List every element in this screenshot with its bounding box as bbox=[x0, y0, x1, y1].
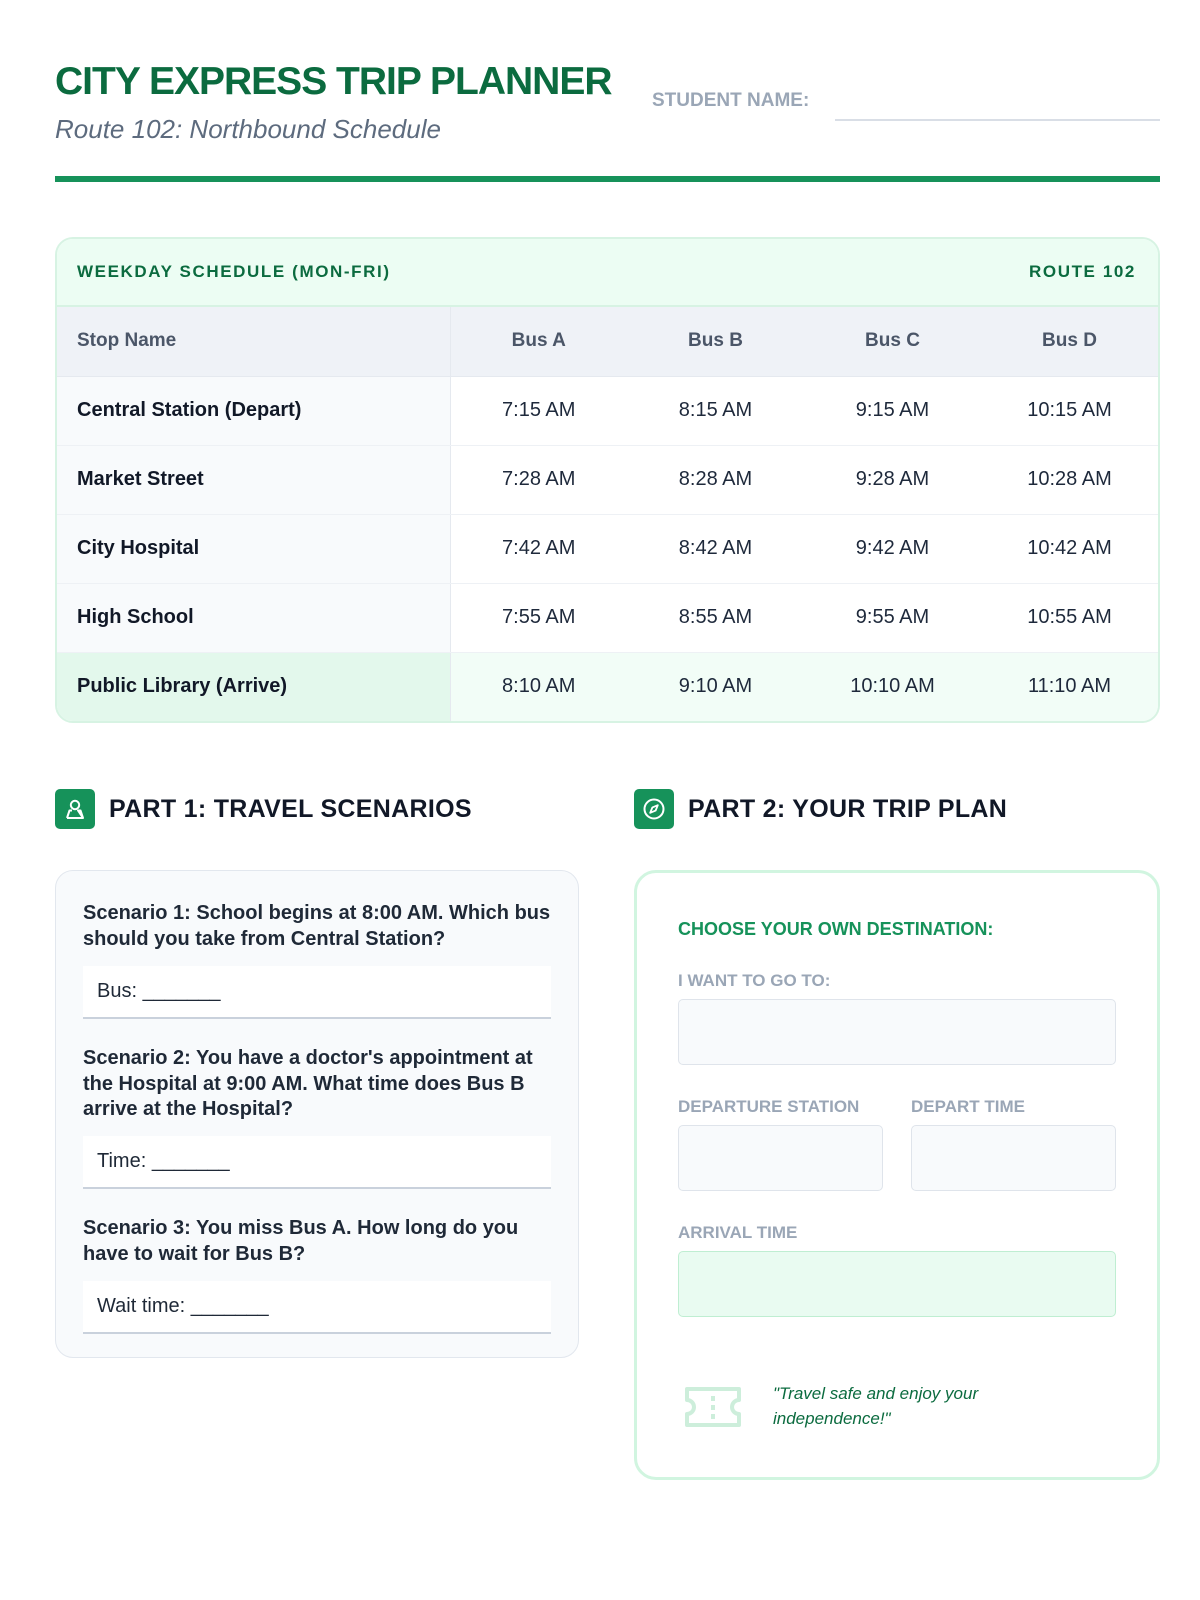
time-cell: 10:28 AM bbox=[981, 445, 1158, 514]
time-cell: 9:15 AM bbox=[804, 376, 981, 445]
scenario-1-answer-field[interactable]: Bus: _______ bbox=[83, 966, 551, 1019]
destination-label: I WANT TO GO TO: bbox=[678, 971, 831, 990]
departure-station-input[interactable] bbox=[678, 1125, 883, 1191]
departure-station-label: DEPARTURE STATION bbox=[678, 1097, 860, 1116]
closing-quote: "Travel safe and enjoy your independence!" bbox=[773, 1384, 979, 1428]
time-cell: 11:10 AM bbox=[981, 652, 1158, 721]
column-header-bus-b: Bus B bbox=[627, 307, 804, 376]
schedule-heading: WEEKDAY SCHEDULE (MON-FRI) bbox=[77, 262, 391, 281]
column-header-bus-c: Bus C bbox=[804, 307, 981, 376]
column-header-bus-a: Bus A bbox=[450, 307, 627, 376]
table-header-row bbox=[57, 307, 1158, 376]
part2-title: PART 2: YOUR TRIP PLAN bbox=[688, 794, 1008, 823]
scenario-2-question: Scenario 2: You have a doctor's appointment at the Hospital at 9:00 AM. What time does Bus B arrive at the Hospital? bbox=[83, 1047, 533, 1120]
part2-heading bbox=[634, 789, 1007, 829]
trip-plan-card bbox=[634, 870, 1160, 1480]
time-cell: 10:10 AM bbox=[804, 652, 981, 721]
stop-name: Market Street bbox=[57, 445, 450, 514]
time-cell: 10:42 AM bbox=[981, 514, 1158, 583]
arrival-time-label: ARRIVAL TIME bbox=[678, 1223, 798, 1242]
table-row-arrive bbox=[57, 652, 1158, 721]
time-cell: 10:55 AM bbox=[981, 583, 1158, 652]
table-row bbox=[57, 376, 1158, 445]
destination-title: CHOOSE YOUR OWN DESTINATION: bbox=[678, 919, 994, 939]
student-name-field[interactable] bbox=[835, 119, 1160, 121]
ticket-icon bbox=[681, 1383, 745, 1436]
time-cell: 8:10 AM bbox=[450, 652, 627, 721]
table-row bbox=[57, 583, 1158, 652]
scenario-3-question: Scenario 3: You miss Bus A. How long do you have to wait for Bus B? bbox=[83, 1217, 519, 1265]
time-cell: 8:15 AM bbox=[627, 376, 804, 445]
time-cell: 7:55 AM bbox=[450, 583, 627, 652]
route-label: ROUTE 102 bbox=[1029, 262, 1136, 281]
time-cell: 7:28 AM bbox=[450, 445, 627, 514]
schedule-table bbox=[57, 307, 1158, 721]
table-row bbox=[57, 514, 1158, 583]
arrival-time-input[interactable] bbox=[678, 1251, 1116, 1317]
travel-scenarios-card bbox=[55, 870, 579, 1358]
time-cell: 9:42 AM bbox=[804, 514, 981, 583]
time-cell: 8:42 AM bbox=[627, 514, 804, 583]
student-name-label: STUDENT NAME: bbox=[652, 90, 810, 111]
depart-time-label: DEPART TIME bbox=[911, 1097, 1025, 1116]
scenario-1-question: Scenario 1: School begins at 8:00 AM. Which bus should you take from Central Station? bbox=[83, 902, 551, 950]
schedule-table-card bbox=[55, 237, 1160, 723]
column-header-stop: Stop Name bbox=[57, 307, 450, 376]
page-header bbox=[55, 56, 1160, 182]
time-cell: 9:28 AM bbox=[804, 445, 981, 514]
depart-time-input[interactable] bbox=[911, 1125, 1116, 1191]
destination-input[interactable] bbox=[678, 999, 1116, 1065]
header-divider bbox=[55, 176, 1160, 182]
time-cell: 8:28 AM bbox=[627, 445, 804, 514]
time-cell: 7:42 AM bbox=[450, 514, 627, 583]
schedule-header bbox=[57, 239, 1158, 307]
column-header-bus-d: Bus D bbox=[981, 307, 1158, 376]
part1-title: PART 1: TRAVEL SCENARIOS bbox=[109, 794, 472, 823]
time-cell: 9:55 AM bbox=[804, 583, 981, 652]
table-row bbox=[57, 445, 1158, 514]
time-cell: 8:55 AM bbox=[627, 583, 804, 652]
stop-name: Central Station (Depart) bbox=[57, 376, 450, 445]
time-cell: 9:10 AM bbox=[627, 652, 804, 721]
page-subtitle: Route 102: Northbound Schedule bbox=[55, 114, 441, 144]
stop-name: High School bbox=[57, 583, 450, 652]
time-cell: 7:15 AM bbox=[450, 376, 627, 445]
scenario-3-answer-field[interactable]: Wait time: _______ bbox=[83, 1281, 551, 1334]
part1-heading bbox=[55, 789, 472, 829]
time-cell: 10:15 AM bbox=[981, 376, 1158, 445]
page-title: CITY EXPRESS TRIP PLANNER bbox=[55, 60, 612, 103]
stop-name: Public Library (Arrive) bbox=[57, 652, 450, 721]
scenario-2-answer-field[interactable]: Time: _______ bbox=[83, 1136, 551, 1189]
map-pin-person-icon bbox=[55, 789, 95, 829]
compass-icon bbox=[634, 789, 674, 829]
stop-name: City Hospital bbox=[57, 514, 450, 583]
